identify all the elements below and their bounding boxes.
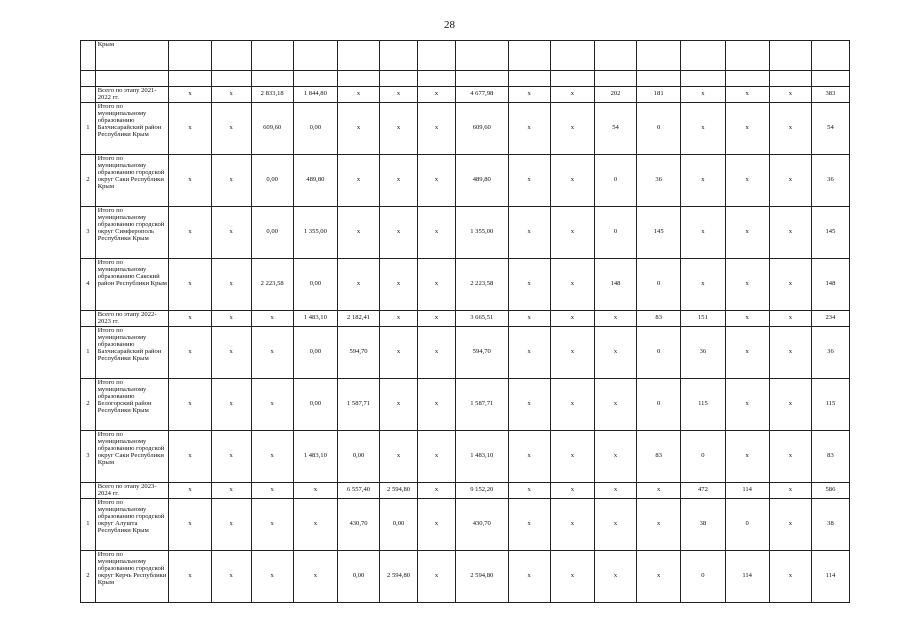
value-cell: [725, 41, 769, 71]
value-cell: х: [594, 311, 636, 327]
value-cell: 0,00: [293, 259, 337, 311]
value-cell: х: [211, 551, 251, 603]
value-cell: 2 182,41: [337, 311, 379, 327]
value-cell: х: [769, 431, 811, 483]
value-cell: х: [594, 327, 636, 379]
value-cell: 609,60: [455, 103, 508, 155]
value-cell: 1 355,00: [293, 207, 337, 259]
row-index-cell: [81, 71, 96, 87]
value-cell: [508, 71, 550, 87]
value-cell: [169, 71, 211, 87]
row-index-cell: [81, 311, 96, 327]
value-cell: х: [169, 379, 211, 431]
value-cell: х: [769, 103, 811, 155]
value-cell: х: [380, 207, 418, 259]
row-name-cell: Итого по муниципальному образованию городской округ Симферополь Республики Крым: [95, 207, 169, 259]
value-cell: 3 665,51: [455, 311, 508, 327]
value-cell: [594, 41, 636, 71]
value-cell: 0: [594, 155, 636, 207]
value-cell: х: [380, 103, 418, 155]
page-number: 28: [444, 19, 455, 31]
value-cell: 2 594,80: [455, 551, 508, 603]
value-cell: [337, 71, 379, 87]
row-index-cell: 1: [81, 103, 96, 155]
value-cell: х: [594, 431, 636, 483]
value-cell: х: [725, 431, 769, 483]
row-index-cell: 1: [81, 327, 96, 379]
value-cell: [418, 41, 456, 71]
value-cell: 181: [637, 87, 681, 103]
value-cell: 1 587,71: [337, 379, 379, 431]
row-name-cell: [95, 71, 169, 87]
value-cell: х: [251, 431, 293, 483]
value-cell: х: [725, 379, 769, 431]
value-cell: 145: [637, 207, 681, 259]
stage-total-row: [81, 311, 850, 327]
value-cell: х: [550, 87, 594, 103]
value-cell: 148: [594, 259, 636, 311]
value-cell: [211, 41, 251, 71]
value-cell: х: [550, 499, 594, 551]
value-cell: [769, 41, 811, 71]
value-cell: х: [337, 155, 379, 207]
table-row: [81, 207, 850, 259]
value-cell: х: [769, 483, 811, 499]
value-cell: 114: [811, 551, 849, 603]
table-row: [81, 41, 850, 71]
value-cell: 0,00: [251, 155, 293, 207]
value-cell: х: [169, 103, 211, 155]
value-cell: х: [725, 87, 769, 103]
row-name-cell: Итого по муниципальному образованию городской округ Керчь Республики Крым: [95, 551, 169, 603]
value-cell: х: [681, 155, 725, 207]
value-cell: х: [211, 431, 251, 483]
value-cell: х: [211, 311, 251, 327]
table-row: [81, 155, 850, 207]
value-cell: х: [418, 207, 456, 259]
value-cell: х: [337, 103, 379, 155]
value-cell: 0: [637, 259, 681, 311]
value-cell: х: [418, 259, 456, 311]
value-cell: х: [769, 207, 811, 259]
value-cell: 2 594,80: [380, 483, 418, 499]
value-cell: [211, 71, 251, 87]
value-cell: х: [681, 87, 725, 103]
value-cell: х: [508, 155, 550, 207]
value-cell: [380, 41, 418, 71]
row-index-cell: [81, 87, 96, 103]
value-cell: х: [337, 207, 379, 259]
value-cell: 1 483,10: [293, 311, 337, 327]
value-cell: 594,70: [455, 327, 508, 379]
value-cell: [380, 71, 418, 87]
row-index-cell: 1: [81, 499, 96, 551]
value-cell: [508, 41, 550, 71]
value-cell: 2 223,58: [455, 259, 508, 311]
value-cell: х: [725, 207, 769, 259]
row-index-cell: [81, 41, 96, 71]
value-cell: 430,70: [337, 499, 379, 551]
table-row: [81, 327, 850, 379]
value-cell: х: [211, 207, 251, 259]
value-cell: х: [380, 327, 418, 379]
value-cell: 36: [681, 327, 725, 379]
value-cell: х: [508, 551, 550, 603]
value-cell: х: [594, 379, 636, 431]
value-cell: 115: [681, 379, 725, 431]
row-name-cell: Итого по муниципальному образованию городской округ Саки Республики Крым: [95, 431, 169, 483]
value-cell: х: [508, 259, 550, 311]
value-cell: 609,60: [251, 103, 293, 155]
value-cell: х: [769, 379, 811, 431]
value-cell: х: [508, 207, 550, 259]
value-cell: 0,00: [251, 207, 293, 259]
value-cell: х: [769, 499, 811, 551]
value-cell: [455, 41, 508, 71]
value-cell: х: [508, 327, 550, 379]
value-cell: х: [508, 379, 550, 431]
value-cell: х: [380, 311, 418, 327]
value-cell: [637, 41, 681, 71]
value-cell: х: [418, 311, 456, 327]
value-cell: х: [508, 311, 550, 327]
value-cell: [637, 71, 681, 87]
value-cell: 586: [811, 483, 849, 499]
value-cell: х: [637, 483, 681, 499]
value-cell: [455, 71, 508, 87]
value-cell: х: [508, 483, 550, 499]
value-cell: 0,00: [337, 551, 379, 603]
row-index-cell: 2: [81, 379, 96, 431]
value-cell: х: [725, 103, 769, 155]
value-cell: 430,70: [455, 499, 508, 551]
value-cell: х: [550, 431, 594, 483]
value-cell: х: [508, 431, 550, 483]
value-cell: х: [725, 259, 769, 311]
value-cell: х: [169, 431, 211, 483]
value-cell: х: [681, 207, 725, 259]
value-cell: 83: [637, 431, 681, 483]
row-name-cell: Итого по муниципальному образованию Сакский район Республики Крым: [95, 259, 169, 311]
value-cell: х: [550, 259, 594, 311]
value-cell: [550, 41, 594, 71]
row-index-cell: 2: [81, 155, 96, 207]
value-cell: х: [211, 259, 251, 311]
row-name-cell: Итого по муниципальному образованию Белогорский район Республики Крым: [95, 379, 169, 431]
value-cell: 114: [725, 551, 769, 603]
table-row: [81, 379, 850, 431]
value-cell: х: [550, 311, 594, 327]
value-cell: [293, 41, 337, 71]
row-name-cell: Крым: [95, 41, 169, 71]
value-cell: х: [251, 379, 293, 431]
stage-total-row: [81, 483, 850, 499]
value-cell: х: [211, 499, 251, 551]
value-cell: 115: [811, 379, 849, 431]
value-cell: х: [769, 87, 811, 103]
value-cell: х: [337, 259, 379, 311]
value-cell: х: [418, 431, 456, 483]
value-cell: 234: [811, 311, 849, 327]
value-cell: х: [293, 483, 337, 499]
value-cell: 0: [681, 551, 725, 603]
value-cell: х: [211, 327, 251, 379]
value-cell: х: [594, 551, 636, 603]
value-cell: х: [169, 155, 211, 207]
value-cell: 0,00: [293, 379, 337, 431]
value-cell: 1 355,00: [455, 207, 508, 259]
value-cell: 1 844,80: [293, 87, 337, 103]
value-cell: 0: [637, 379, 681, 431]
value-cell: х: [508, 499, 550, 551]
value-cell: х: [508, 103, 550, 155]
row-name-cell: Всего по этапу 2023-2024 гг.: [95, 483, 169, 499]
value-cell: 114: [725, 483, 769, 499]
value-cell: х: [418, 379, 456, 431]
value-cell: 2 594,80: [380, 551, 418, 603]
value-cell: 2 833,18: [251, 87, 293, 103]
value-cell: х: [418, 483, 456, 499]
value-cell: 148: [811, 259, 849, 311]
value-cell: х: [681, 103, 725, 155]
value-cell: 83: [637, 311, 681, 327]
row-index-cell: [81, 483, 96, 499]
value-cell: х: [594, 483, 636, 499]
value-cell: х: [418, 87, 456, 103]
value-cell: х: [508, 87, 550, 103]
value-cell: 0: [681, 431, 725, 483]
stage-total-row: [81, 87, 850, 103]
value-cell: 36: [637, 155, 681, 207]
value-cell: х: [769, 551, 811, 603]
table-row: [81, 431, 850, 483]
value-cell: 0: [594, 207, 636, 259]
value-cell: [811, 41, 849, 71]
value-cell: х: [725, 155, 769, 207]
value-cell: х: [251, 483, 293, 499]
value-cell: [681, 71, 725, 87]
value-cell: х: [169, 259, 211, 311]
value-cell: х: [418, 155, 456, 207]
value-cell: 0,00: [337, 431, 379, 483]
value-cell: х: [211, 87, 251, 103]
value-cell: х: [550, 103, 594, 155]
value-cell: х: [769, 259, 811, 311]
value-cell: 2 223,58: [251, 259, 293, 311]
value-cell: 1 483,10: [293, 431, 337, 483]
row-name-cell: Всего по этапу 2021-2022 гг.: [95, 87, 169, 103]
value-cell: 489,80: [293, 155, 337, 207]
value-cell: х: [169, 499, 211, 551]
value-cell: 151: [681, 311, 725, 327]
value-cell: х: [550, 483, 594, 499]
value-cell: х: [725, 327, 769, 379]
value-cell: х: [550, 327, 594, 379]
value-cell: х: [550, 207, 594, 259]
row-name-cell: Итого по муниципальному образованию Бахчисарайский район Республики Крым: [95, 103, 169, 155]
value-cell: [550, 71, 594, 87]
value-cell: 38: [811, 499, 849, 551]
value-cell: [251, 71, 293, 87]
value-cell: 383: [811, 87, 849, 103]
value-cell: х: [637, 499, 681, 551]
value-cell: [293, 71, 337, 87]
value-cell: 1 483,10: [455, 431, 508, 483]
value-cell: 1 587,71: [455, 379, 508, 431]
value-cell: 0,00: [380, 499, 418, 551]
row-name-cell: Итого по муниципальному образованию Бахчисарайский район Республики Крым: [95, 327, 169, 379]
value-cell: [681, 41, 725, 71]
value-cell: х: [418, 103, 456, 155]
value-cell: х: [169, 207, 211, 259]
row-index-cell: 2: [81, 551, 96, 603]
value-cell: х: [211, 155, 251, 207]
row-index-cell: 4: [81, 259, 96, 311]
row-index-cell: 3: [81, 431, 96, 483]
value-cell: х: [380, 431, 418, 483]
value-cell: [769, 71, 811, 87]
value-cell: х: [418, 327, 456, 379]
value-cell: 0: [637, 327, 681, 379]
value-cell: 0: [725, 499, 769, 551]
value-cell: 594,70: [337, 327, 379, 379]
value-cell: [594, 71, 636, 87]
table-body: [81, 41, 850, 603]
value-cell: 202: [594, 87, 636, 103]
value-cell: х: [637, 551, 681, 603]
value-cell: х: [380, 379, 418, 431]
value-cell: х: [169, 327, 211, 379]
value-cell: х: [725, 311, 769, 327]
value-cell: 4 677,98: [455, 87, 508, 103]
value-cell: х: [769, 327, 811, 379]
table-row: [81, 103, 850, 155]
value-cell: х: [169, 87, 211, 103]
value-cell: 54: [811, 103, 849, 155]
row-index-cell: 3: [81, 207, 96, 259]
value-cell: 83: [811, 431, 849, 483]
row-name-cell: Итого по муниципальному образованию городской округ Саки Республики Крым: [95, 155, 169, 207]
value-cell: 38: [681, 499, 725, 551]
value-cell: [418, 71, 456, 87]
value-cell: 145: [811, 207, 849, 259]
value-cell: х: [169, 483, 211, 499]
value-cell: х: [380, 259, 418, 311]
value-cell: х: [293, 499, 337, 551]
value-cell: х: [169, 311, 211, 327]
value-cell: х: [251, 499, 293, 551]
value-cell: 472: [681, 483, 725, 499]
program-stage-table: [80, 40, 850, 603]
value-cell: х: [594, 499, 636, 551]
value-cell: х: [380, 155, 418, 207]
value-cell: х: [380, 87, 418, 103]
value-cell: [337, 41, 379, 71]
table-row: [81, 551, 850, 603]
row-name-cell: Итого по муниципальному образованию городской округ Алушта Республики Крым: [95, 499, 169, 551]
value-cell: х: [211, 103, 251, 155]
value-cell: х: [169, 551, 211, 603]
value-cell: х: [550, 551, 594, 603]
value-cell: [169, 41, 211, 71]
value-cell: х: [769, 311, 811, 327]
value-cell: 36: [811, 327, 849, 379]
value-cell: х: [418, 499, 456, 551]
value-cell: х: [251, 551, 293, 603]
value-cell: х: [337, 87, 379, 103]
value-cell: 6 557,40: [337, 483, 379, 499]
value-cell: х: [550, 155, 594, 207]
value-cell: [811, 71, 849, 87]
value-cell: х: [211, 379, 251, 431]
value-cell: х: [251, 311, 293, 327]
value-cell: [251, 41, 293, 71]
value-cell: 489,80: [455, 155, 508, 207]
value-cell: х: [769, 155, 811, 207]
value-cell: х: [211, 483, 251, 499]
value-cell: х: [293, 551, 337, 603]
value-cell: х: [418, 551, 456, 603]
table-row: [81, 259, 850, 311]
value-cell: х: [251, 327, 293, 379]
value-cell: 0: [637, 103, 681, 155]
value-cell: х: [550, 379, 594, 431]
value-cell: 9 152,20: [455, 483, 508, 499]
value-cell: 54: [594, 103, 636, 155]
value-cell: 0,00: [293, 327, 337, 379]
value-cell: х: [681, 259, 725, 311]
row-name-cell: Всего по этапу 2022-2023 гг.: [95, 311, 169, 327]
value-cell: [725, 71, 769, 87]
value-cell: 0,00: [293, 103, 337, 155]
value-cell: 36: [811, 155, 849, 207]
table-row: [81, 71, 850, 87]
table-row: [81, 499, 850, 551]
